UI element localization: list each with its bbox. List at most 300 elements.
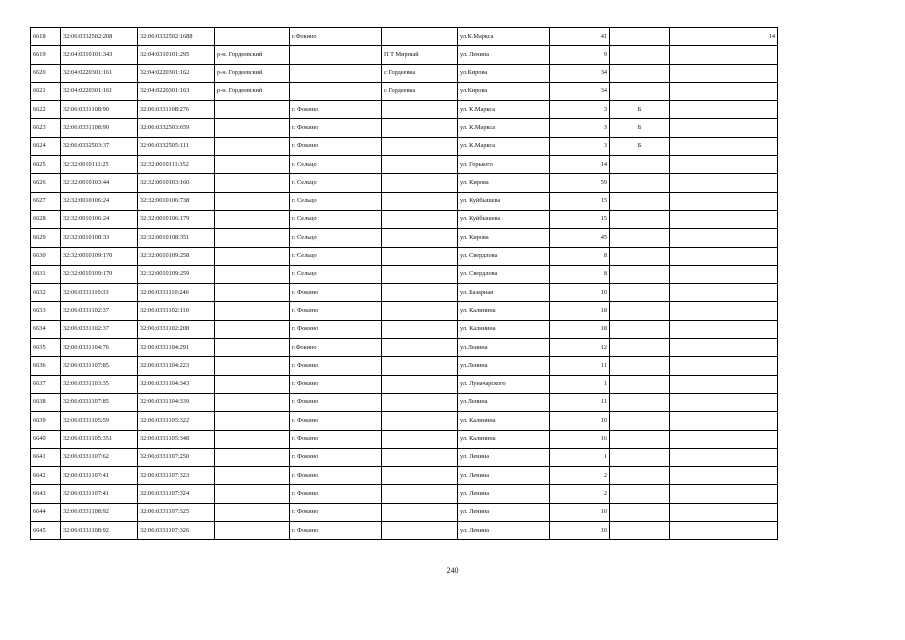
apartment-cell: [670, 46, 778, 64]
street-cell: ул.Кирова: [458, 64, 550, 82]
cadastral-number-cell: 32:06:0331105:351: [61, 430, 138, 448]
city-cell: г. Фокино: [290, 503, 382, 521]
building-letter-cell: [610, 82, 670, 100]
house-number-cell: 16: [550, 430, 610, 448]
registry-table: [30, 27, 778, 540]
building-letter-cell: [610, 485, 670, 503]
building-letter-cell: [610, 156, 670, 174]
building-letter-cell: [610, 46, 670, 64]
cadastral-number-cell: 32:32:0010106:24: [61, 192, 138, 210]
house-number-cell: 8: [550, 247, 610, 265]
city-cell: г. Фокино: [290, 485, 382, 503]
street-cell: ул. Свердлова: [458, 247, 550, 265]
street-cell: ул. Ленина: [458, 46, 550, 64]
settlement-cell: [382, 320, 458, 338]
table-row: [31, 137, 778, 155]
apartment-cell: 14: [670, 28, 778, 46]
building-letter-cell: Б: [610, 137, 670, 155]
object-cadastral-number-cell: 32:06:0331104:291: [138, 339, 215, 357]
building-letter-cell: [610, 375, 670, 393]
street-cell: ул. Луначарского: [458, 375, 550, 393]
cadastral-number-cell: 32:32:0010103:44: [61, 174, 138, 192]
street-cell: ул. Ленина: [458, 485, 550, 503]
city-cell: г.Фокино: [290, 339, 382, 357]
building-letter-cell: [610, 265, 670, 283]
settlement-cell: [382, 137, 458, 155]
city-cell: г. Фокино: [290, 302, 382, 320]
apartment-cell: [670, 229, 778, 247]
building-letter-cell: [610, 320, 670, 338]
city-cell: [290, 64, 382, 82]
house-number-cell: 34: [550, 82, 610, 100]
district-cell: [215, 156, 290, 174]
table-row: [31, 430, 778, 448]
street-cell: ул. Кирова: [458, 229, 550, 247]
street-cell: ул. Свердлова: [458, 265, 550, 283]
settlement-cell: [382, 265, 458, 283]
object-cadastral-number-cell: 32:04:0310101:295: [138, 46, 215, 64]
settlement-cell: [382, 393, 458, 411]
apartment-cell: [670, 302, 778, 320]
row-number-cell: 6643: [31, 485, 61, 503]
street-cell: ул. Кирова: [458, 174, 550, 192]
table-row: [31, 210, 778, 228]
apartment-cell: [670, 192, 778, 210]
district-cell: [215, 320, 290, 338]
house-number-cell: 11: [550, 393, 610, 411]
city-cell: г. Фокино: [290, 137, 382, 155]
apartment-cell: [670, 375, 778, 393]
apartment-cell: [670, 430, 778, 448]
cadastral-number-cell: 32:06:0332503:37: [61, 137, 138, 155]
district-cell: [215, 174, 290, 192]
district-cell: [215, 430, 290, 448]
city-cell: г. Сельцо: [290, 174, 382, 192]
street-cell: ул.Ленина: [458, 357, 550, 375]
building-letter-cell: [610, 339, 670, 357]
district-cell: [215, 28, 290, 46]
row-number-cell: 6621: [31, 82, 61, 100]
settlement-cell: [382, 503, 458, 521]
district-cell: [215, 247, 290, 265]
table-row: [31, 302, 778, 320]
table-row: [31, 522, 778, 540]
row-number-cell: 6627: [31, 192, 61, 210]
table-row: [31, 284, 778, 302]
street-cell: ул. Ленина: [458, 467, 550, 485]
cadastral-number-cell: 32:32:0010108:33: [61, 229, 138, 247]
district-cell: [215, 210, 290, 228]
apartment-cell: [670, 64, 778, 82]
row-number-cell: 6630: [31, 247, 61, 265]
table-row: [31, 320, 778, 338]
object-cadastral-number-cell: 32:06:0331110:246: [138, 284, 215, 302]
cadastral-number-cell: 32:06:0331107:41: [61, 485, 138, 503]
cadastral-number-cell: 32:06:0331108:92: [61, 522, 138, 540]
district-cell: [215, 485, 290, 503]
house-number-cell: 41: [550, 28, 610, 46]
street-cell: ул. Базарная: [458, 284, 550, 302]
house-number-cell: 59: [550, 174, 610, 192]
district-cell: [215, 339, 290, 357]
city-cell: г. Сельцо: [290, 247, 382, 265]
district-cell: [215, 101, 290, 119]
district-cell: [215, 375, 290, 393]
apartment-cell: [670, 174, 778, 192]
street-cell: ул. К.Маркса: [458, 137, 550, 155]
apartment-cell: [670, 503, 778, 521]
table-row: [31, 265, 778, 283]
table-row: [31, 393, 778, 411]
object-cadastral-number-cell: 32:06:0331104:339: [138, 393, 215, 411]
street-cell: ул. Куйбышева: [458, 192, 550, 210]
building-letter-cell: [610, 503, 670, 521]
house-number-cell: 3: [550, 137, 610, 155]
cadastral-number-cell: 32:06:0331104:76: [61, 339, 138, 357]
building-letter-cell: [610, 467, 670, 485]
settlement-cell: [382, 339, 458, 357]
city-cell: г. Сельцо: [290, 229, 382, 247]
cadastral-number-cell: 32:06:0331107:62: [61, 448, 138, 466]
object-cadastral-number-cell: 32:04:0220301:163: [138, 82, 215, 100]
row-number-cell: 6636: [31, 357, 61, 375]
settlement-cell: [382, 467, 458, 485]
settlement-cell: [382, 430, 458, 448]
row-number-cell: 6618: [31, 28, 61, 46]
house-number-cell: 1: [550, 448, 610, 466]
building-letter-cell: [610, 192, 670, 210]
object-cadastral-number-cell: 32:32:0010109:259: [138, 265, 215, 283]
row-number-cell: 6634: [31, 320, 61, 338]
district-cell: [215, 503, 290, 521]
house-number-cell: 3: [550, 101, 610, 119]
object-cadastral-number-cell: 32:06:0331107:323: [138, 467, 215, 485]
settlement-cell: [382, 412, 458, 430]
apartment-cell: [670, 247, 778, 265]
object-cadastral-number-cell: 32:32:0010106:179: [138, 210, 215, 228]
object-cadastral-number-cell: 32:32:0010108:351: [138, 229, 215, 247]
cadastral-number-cell: 32:06:0331102:37: [61, 302, 138, 320]
table-row: [31, 503, 778, 521]
building-letter-cell: [610, 412, 670, 430]
row-number-cell: 6623: [31, 119, 61, 137]
city-cell: г. Фокино: [290, 393, 382, 411]
row-number-cell: 6631: [31, 265, 61, 283]
apartment-cell: [670, 467, 778, 485]
cadastral-number-cell: 32:06:0331110:33: [61, 284, 138, 302]
building-letter-cell: Б: [610, 119, 670, 137]
apartment-cell: [670, 485, 778, 503]
object-cadastral-number-cell: 32:06:0332502:1688: [138, 28, 215, 46]
building-letter-cell: [610, 247, 670, 265]
settlement-cell: [382, 302, 458, 320]
table-row: [31, 156, 778, 174]
cadastral-number-cell: 32:06:0331108:90: [61, 101, 138, 119]
city-cell: г. Фокино: [290, 448, 382, 466]
house-number-cell: 11: [550, 357, 610, 375]
apartment-cell: [670, 393, 778, 411]
house-number-cell: 10: [550, 503, 610, 521]
house-number-cell: 10: [550, 284, 610, 302]
city-cell: г. Фокино: [290, 430, 382, 448]
row-number-cell: 6619: [31, 46, 61, 64]
row-number-cell: 6638: [31, 393, 61, 411]
row-number-cell: 6624: [31, 137, 61, 155]
table-row: [31, 375, 778, 393]
cadastral-number-cell: 32:04:0220301:161: [61, 64, 138, 82]
district-cell: [215, 265, 290, 283]
row-number-cell: 6632: [31, 284, 61, 302]
settlement-cell: [382, 174, 458, 192]
table-row: [31, 64, 778, 82]
district-cell: р-н. Гордеевский: [215, 64, 290, 82]
city-cell: г. Фокино: [290, 101, 382, 119]
city-cell: г. Сельцо: [290, 265, 382, 283]
building-letter-cell: [610, 522, 670, 540]
row-number-cell: 6644: [31, 503, 61, 521]
building-letter-cell: [610, 174, 670, 192]
district-cell: [215, 448, 290, 466]
house-number-cell: 8: [550, 265, 610, 283]
object-cadastral-number-cell: 32:32:0010111:352: [138, 156, 215, 174]
city-cell: г. Сельцо: [290, 192, 382, 210]
apartment-cell: [670, 357, 778, 375]
settlement-cell: [382, 284, 458, 302]
row-number-cell: 6637: [31, 375, 61, 393]
house-number-cell: 14: [550, 156, 610, 174]
apartment-cell: [670, 82, 778, 100]
house-number-cell: 18: [550, 302, 610, 320]
cadastral-number-cell: 32:06:0331108:90: [61, 119, 138, 137]
object-cadastral-number-cell: 32:06:0331102:110: [138, 302, 215, 320]
apartment-cell: [670, 522, 778, 540]
street-cell: ул. Ленина: [458, 522, 550, 540]
building-letter-cell: [610, 64, 670, 82]
row-number-cell: 6633: [31, 302, 61, 320]
district-cell: [215, 192, 290, 210]
settlement-cell: [382, 247, 458, 265]
row-number-cell: 6642: [31, 467, 61, 485]
row-number-cell: 6622: [31, 101, 61, 119]
city-cell: г. Сельцо: [290, 156, 382, 174]
street-cell: ул. К.Маркса: [458, 101, 550, 119]
page-number: 240: [446, 566, 459, 575]
cadastral-number-cell: 32:32:0010109:170: [61, 265, 138, 283]
object-cadastral-number-cell: 32:06:0331107:250: [138, 448, 215, 466]
building-letter-cell: [610, 393, 670, 411]
object-cadastral-number-cell: 32:06:0331104:223: [138, 357, 215, 375]
apartment-cell: [670, 156, 778, 174]
district-cell: [215, 522, 290, 540]
cadastral-number-cell: 32:06:0331107:85: [61, 357, 138, 375]
object-cadastral-number-cell: 32:32:0010109:258: [138, 247, 215, 265]
house-number-cell: 9: [550, 46, 610, 64]
street-cell: ул. Калинина: [458, 430, 550, 448]
cadastral-number-cell: 32:04:0220301:161: [61, 82, 138, 100]
house-number-cell: 12: [550, 339, 610, 357]
street-cell: ул. Ленина: [458, 503, 550, 521]
street-cell: ул.Ленина: [458, 339, 550, 357]
building-letter-cell: [610, 302, 670, 320]
apartment-cell: [670, 412, 778, 430]
cadastral-number-cell: 32:32:0010111:25: [61, 156, 138, 174]
object-cadastral-number-cell: 32:06:0331104:343: [138, 375, 215, 393]
object-cadastral-number-cell: 32:06:0331108:276: [138, 101, 215, 119]
row-number-cell: 6625: [31, 156, 61, 174]
cadastral-number-cell: 32:06:0332502:208: [61, 28, 138, 46]
table-row: [31, 339, 778, 357]
table-row: [31, 467, 778, 485]
city-cell: г. Фокино: [290, 357, 382, 375]
row-number-cell: 6641: [31, 448, 61, 466]
settlement-cell: [382, 119, 458, 137]
street-cell: ул. Куйбышева: [458, 210, 550, 228]
row-number-cell: 6639: [31, 412, 61, 430]
table-row: [31, 247, 778, 265]
table-row: [31, 192, 778, 210]
house-number-cell: 2: [550, 467, 610, 485]
cadastral-number-cell: 32:06:0331102:37: [61, 320, 138, 338]
object-cadastral-number-cell: 32:06:0331107:325: [138, 503, 215, 521]
city-cell: г. Фокино: [290, 522, 382, 540]
settlement-cell: [382, 156, 458, 174]
street-cell: ул.К.Маркса: [458, 28, 550, 46]
district-cell: [215, 137, 290, 155]
apartment-cell: [670, 119, 778, 137]
city-cell: [290, 46, 382, 64]
settlement-cell: П Т Мирный: [382, 46, 458, 64]
apartment-cell: [670, 320, 778, 338]
district-cell: [215, 393, 290, 411]
settlement-cell: с Гордеевка: [382, 82, 458, 100]
house-number-cell: 10: [550, 522, 610, 540]
cadastral-number-cell: 32:04:0310101:343: [61, 46, 138, 64]
building-letter-cell: [610, 357, 670, 375]
house-number-cell: 15: [550, 192, 610, 210]
house-number-cell: 15: [550, 210, 610, 228]
district-cell: [215, 357, 290, 375]
table-row: [31, 82, 778, 100]
building-letter-cell: [610, 430, 670, 448]
house-number-cell: 45: [550, 229, 610, 247]
street-cell: ул. Калинина: [458, 412, 550, 430]
table-row: [31, 448, 778, 466]
street-cell: ул. Калинина: [458, 320, 550, 338]
district-cell: р-н. Гордеевский: [215, 82, 290, 100]
street-cell: ул. Горького: [458, 156, 550, 174]
apartment-cell: [670, 137, 778, 155]
house-number-cell: 18: [550, 320, 610, 338]
row-number-cell: 6629: [31, 229, 61, 247]
cadastral-number-cell: 32:06:0331105:59: [61, 412, 138, 430]
table-row: [31, 101, 778, 119]
settlement-cell: [382, 101, 458, 119]
city-cell: г. Фокино: [290, 412, 382, 430]
row-number-cell: 6628: [31, 210, 61, 228]
object-cadastral-number-cell: 32:06:0331107:326: [138, 522, 215, 540]
settlement-cell: с Гордеевка: [382, 64, 458, 82]
city-cell: г.Фокино: [290, 28, 382, 46]
table-row: [31, 357, 778, 375]
cadastral-number-cell: 32:32:0010109:170: [61, 247, 138, 265]
house-number-cell: 10: [550, 412, 610, 430]
district-cell: [215, 119, 290, 137]
table-row: [31, 28, 778, 46]
building-letter-cell: Б: [610, 101, 670, 119]
building-letter-cell: [610, 284, 670, 302]
settlement-cell: [382, 357, 458, 375]
apartment-cell: [670, 448, 778, 466]
cadastral-number-cell: 32:06:0331108:92: [61, 503, 138, 521]
district-cell: [215, 229, 290, 247]
object-cadastral-number-cell: 32:06:0331107:324: [138, 485, 215, 503]
district-cell: [215, 302, 290, 320]
row-number-cell: 6635: [31, 339, 61, 357]
apartment-cell: [670, 339, 778, 357]
row-number-cell: 6645: [31, 522, 61, 540]
district-cell: [215, 284, 290, 302]
object-cadastral-number-cell: 32:32:0010103:160: [138, 174, 215, 192]
object-cadastral-number-cell: 32:04:0220301:162: [138, 64, 215, 82]
street-cell: ул. Калинина: [458, 302, 550, 320]
city-cell: г. Фокино: [290, 467, 382, 485]
cadastral-number-cell: 32:06:0331103:35: [61, 375, 138, 393]
settlement-cell: [382, 522, 458, 540]
settlement-cell: [382, 448, 458, 466]
apartment-cell: [670, 265, 778, 283]
city-cell: г. Фокино: [290, 320, 382, 338]
row-number-cell: 6640: [31, 430, 61, 448]
house-number-cell: 2: [550, 485, 610, 503]
house-number-cell: 3: [550, 119, 610, 137]
cadastral-number-cell: 32:06:0331107:85: [61, 393, 138, 411]
building-letter-cell: [610, 210, 670, 228]
cadastral-number-cell: 32:32:0010106:24: [61, 210, 138, 228]
house-number-cell: 1: [550, 375, 610, 393]
object-cadastral-number-cell: 32:06:0331102:208: [138, 320, 215, 338]
object-cadastral-number-cell: 32:32:0010106:738: [138, 192, 215, 210]
settlement-cell: [382, 192, 458, 210]
table-row: [31, 229, 778, 247]
street-cell: ул. К.Маркса: [458, 119, 550, 137]
building-letter-cell: [610, 28, 670, 46]
city-cell: г. Фокино: [290, 284, 382, 302]
building-letter-cell: [610, 448, 670, 466]
object-cadastral-number-cell: 32:06:0332505:111: [138, 137, 215, 155]
street-cell: ул.Кирова: [458, 82, 550, 100]
house-number-cell: 34: [550, 64, 610, 82]
district-cell: [215, 467, 290, 485]
row-number-cell: 6620: [31, 64, 61, 82]
table-row: [31, 174, 778, 192]
city-cell: г. Фокино: [290, 375, 382, 393]
city-cell: г. Сельцо: [290, 210, 382, 228]
city-cell: [290, 82, 382, 100]
row-number-cell: 6626: [31, 174, 61, 192]
street-cell: ул.Ленина: [458, 393, 550, 411]
settlement-cell: [382, 375, 458, 393]
cadastral-number-cell: 32:06:0331107:41: [61, 467, 138, 485]
settlement-cell: [382, 28, 458, 46]
settlement-cell: [382, 229, 458, 247]
table-row: [31, 119, 778, 137]
district-cell: р-н. Гордеевский: [215, 46, 290, 64]
city-cell: г. Фокино: [290, 119, 382, 137]
settlement-cell: [382, 485, 458, 503]
street-cell: ул. Ленина: [458, 448, 550, 466]
object-cadastral-number-cell: 32:06:0332503:659: [138, 119, 215, 137]
object-cadastral-number-cell: 32:06:0331105:322: [138, 412, 215, 430]
